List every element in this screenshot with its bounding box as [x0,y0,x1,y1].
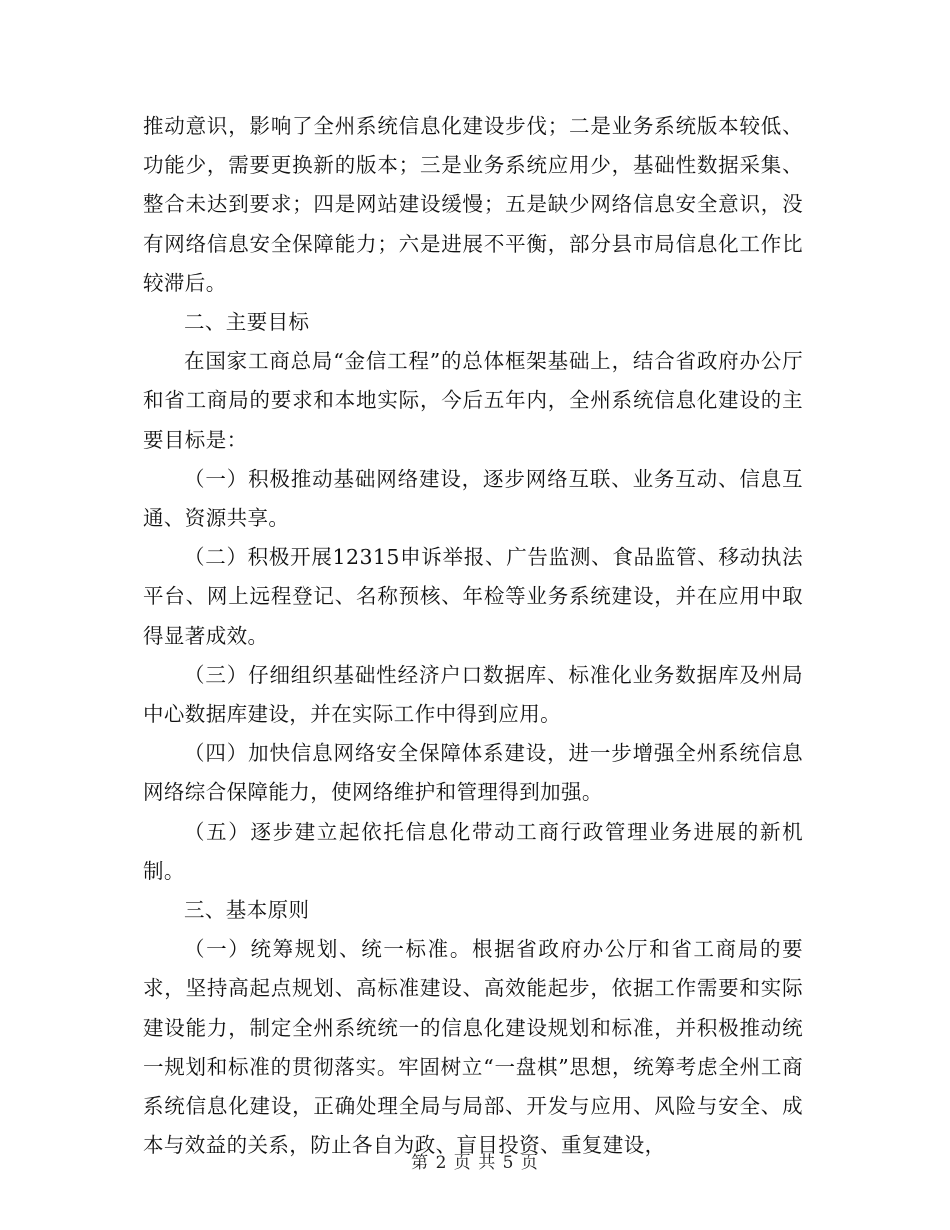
paragraph-goal-2: （二）积极开展12315申诉举报、广告监测、食品监管、移动执法平台、网上远程登记、名称预核、年检等业务系统建设，并在应用中取得显著成效。 [143,545,803,648]
paragraph-goal-4: （四）加快信息网络安全保障体系建设，进一步增强全州系统信息网络综合保障能力，使网络维护和管理得到加强。 [143,741,803,805]
paragraph-goal-1: （一）积极推动基础网络建设，逐步网络互联、业务互动、信息互通、资源共享。 [143,466,803,531]
paragraph-goal-3: （三）仔细组织基础性经济户口数据库、标准化业务数据库及州局中心数据库建设，并在实际工作中得到应用。 [143,662,803,727]
paragraph-goal-5: （五）逐步建立起依托信息化带动工商行政管理业务进展的新机制。 [143,819,803,883]
page-number-footer: 第 2 页 共 5 页 [411,1153,539,1173]
paragraph-continuation: 推动意识，影响了全州系统信息化建设步伐；二是业务系统版本较低、功能少，需要更换新的版本；三是业务系统应用少，基础性数据采集、整合未达到要求；四是网站建设缓慢；五是缺少网络信息安全意识，没有网络信息安全保障能力；六是进展不平衡，部分县市局信息化工作比较滞后。 [143,114,803,295]
section-heading-basic-principles: 三、基本原则 [184,898,310,923]
document-body [143,107,803,1165]
paragraph-goals-intro: 在国家工商总局“金信工程”的总体框架基础上，结合省政府办公厅和省工商局的要求和本地实际，今后五年内，全州系统信息化建设的主要目标是： [143,349,803,452]
section-heading-main-goals: 二、主要目标 [184,310,310,335]
paragraph-principle-1: （一）统筹规划、统一标准。根据省政府办公厅和省工商局的要求，坚持高起点规划、高标准建设、高效能起步，依据工作需要和实际建设能力，制定全州系统统一的信息化建设规划和标准，并积极推动统一规划和标准的贯彻落实。牢固树立“一盘棋”思想，统筹考虑全州工商系统信息化建设，正确处理全局与局部、开发与应用、风险与安全、成本与效益的关系，防止各自为政、盲目投资、重复建设， [143,937,803,1158]
